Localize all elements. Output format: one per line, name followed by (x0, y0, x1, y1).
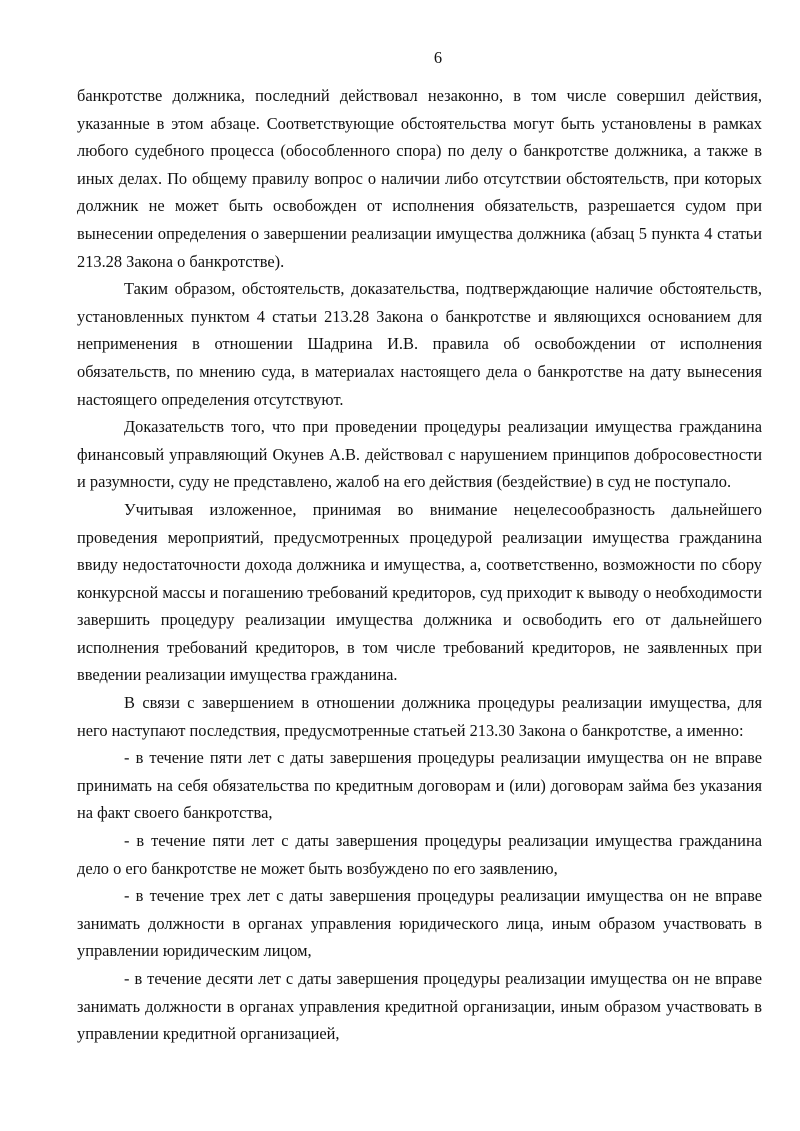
list-item-consequence-1: - в течение пяти лет с даты завершения процедуры реализации имущества он не вправе принимать на себя обязательства по кредитным договорам и (или) договорам займа без указания на факт своего банкротства, (77, 748, 762, 823)
page-number: 6 (433, 48, 443, 67)
paragraph-financial-manager: Доказательств того, что при проведении процедуры реализации имущества гражданина финансовый управляющий Окунев А.В. действовал с нарушением принципов добросовестности и разумности, суду не представлено, жалоб на его действия (бездействие) в суд не поступало. (77, 417, 762, 492)
document-body (77, 82, 762, 1048)
list-item-consequence-4: - в течение десяти лет с даты завершения процедуры реализации имущества он не вправе занимать должности в органах управления кредитной организации, иным образом участвовать в управлении кредитной организацией, (77, 969, 762, 1044)
list-item-consequence-3: - в течение трех лет с даты завершения процедуры реализации имущества он не вправе занимать должности в органах управления юридического лица, иным образом участвовать в управлении юридическим лицом, (77, 886, 762, 961)
list-item-consequence-2: - в течение пяти лет с даты завершения процедуры реализации имущества гражданина дело о его банкротстве не может быть возбуждено по его заявлению, (77, 831, 762, 878)
paragraph-court-decision: Учитывая изложенное, принимая во внимание нецелесообразность дальнейшего проведения мероприятий, предусмотренных процедурой реализации имущества гражданина ввиду недостаточности дохода должника и имущества, а, соответственно, возможности по сбору конкурсной массы и погашению требований кредиторов, суд приходит к выводу о необходимости завершить процедуру реализации имущества должника и освободить его от дальнейшего исполнения требований кредиторов, в том числе требований кредиторов, не заявленных при введении реализации имущества гражданина. (77, 499, 762, 685)
paragraph-continued: банкротстве должника, последний действовал незаконно, в том числе совершил действия, указанные в этом абзаце. Соответствующие обстоятельства могут быть установлены в рамках любого судебного процесса (обособленного спора) по делу о банкротстве должника, а также в иных делах. По общему правилу вопрос о наличии либо отсутствии обстоятельств, при которых должник не может быть освобожден от исполнения обязательств, разрешается судом при вынесении определения о завершении реализации имущества должника (абзац 5 пункта 4 статьи 213.28 Закона о банкротстве). (77, 86, 762, 271)
paragraph-conclusion: Таким образом, обстоятельств, доказательства, подтверждающие наличие обстоятельств, установленных пунктом 4 статьи 213.28 Закона о банкротстве и являющихся основанием для неприменения в отношении Шадрина И.В. правила об освобождении от исполнения обязательств, по мнению суда, в материалах настоящего дела о банкротстве на дату вынесения настоящего определения отсутствуют. (77, 279, 762, 409)
paragraph-consequences-intro: В связи с завершением в отношении должника процедуры реализации имущества, для него наступают последствия, предусмотренные статьей 213.30 Закона о банкротстве, а именно: (77, 693, 762, 740)
